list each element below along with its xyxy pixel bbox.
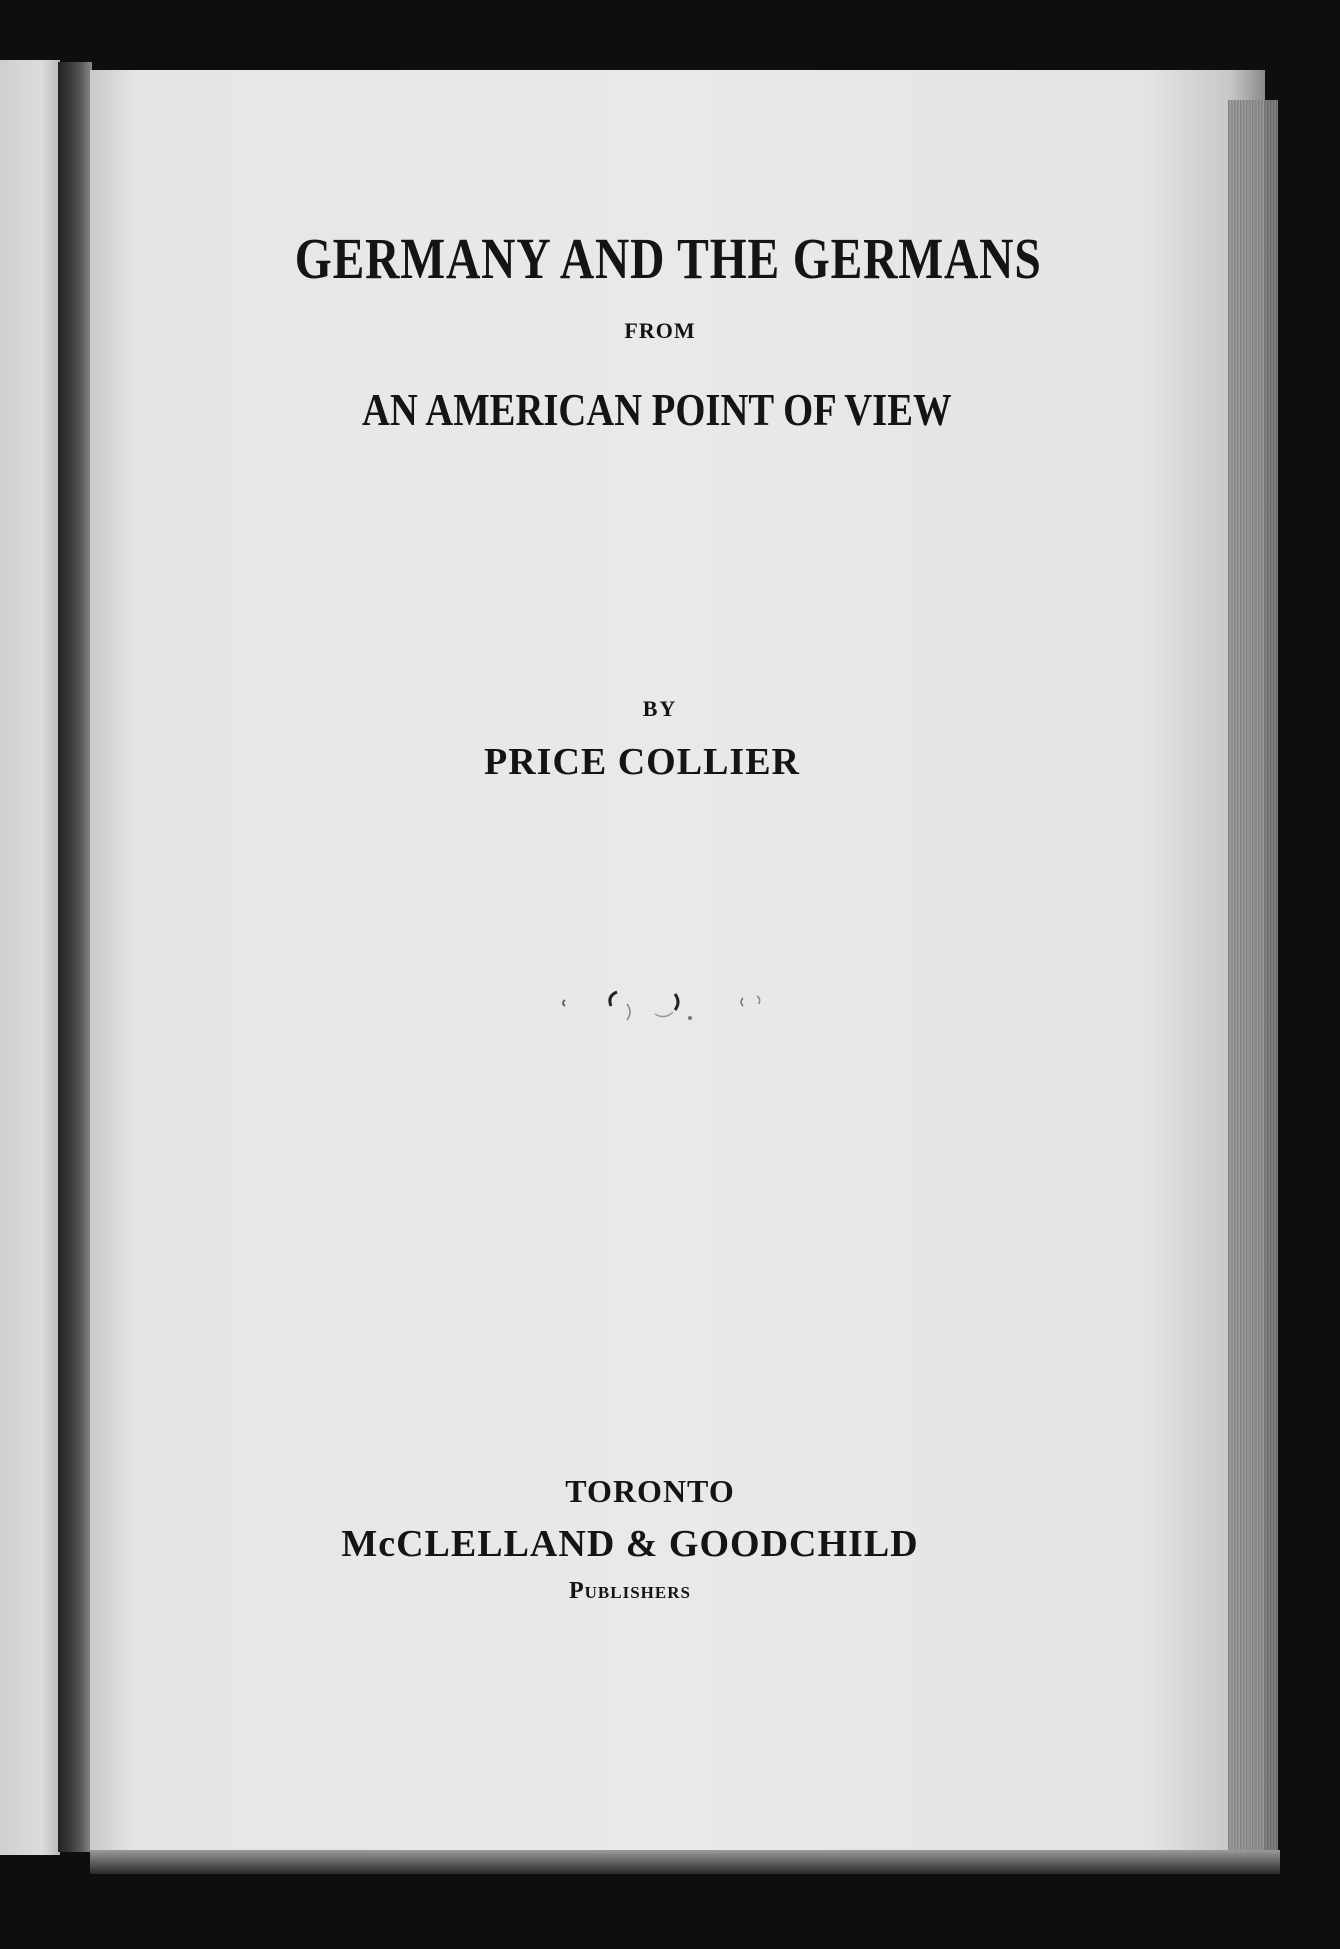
printer-ornament-icon — [555, 978, 785, 1028]
publisher-name: McCLELLAND & GOODCHILD — [341, 1523, 919, 1565]
title-connector: FROM — [624, 318, 696, 343]
publishers-label: Publishers — [569, 1578, 691, 1604]
page-bottom-shadow — [90, 1850, 1280, 1874]
byline-label: BY — [642, 696, 678, 721]
publisher-city: TORONTO — [565, 1473, 735, 1509]
author-name: PRICE COLLIER — [484, 741, 800, 783]
book-title: GERMANY AND THE GERMANS — [294, 226, 1042, 291]
book-subtitle: AN AMERICAN POINT OF VIEW — [361, 384, 952, 435]
